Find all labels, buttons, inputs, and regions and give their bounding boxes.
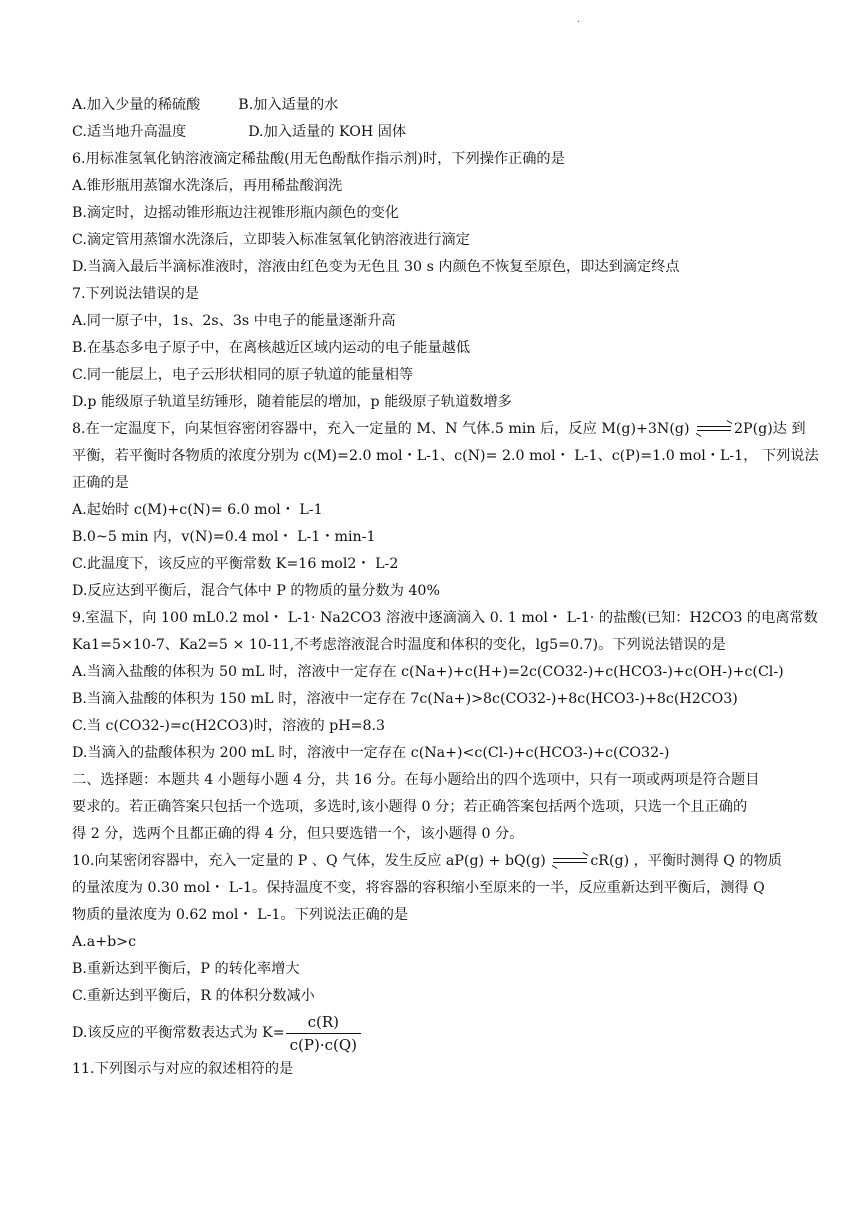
q8-stem-line3: 正确的是 [72,475,129,491]
q7-option-a: A.同一原子中，1s、2s、3s 中电子的能量逐渐升高 [72,313,396,329]
q11-stem: 11.下列图示与对应的叙述相符的是 [72,1061,294,1077]
q6-stem: 6.用标准氢氧化钠溶液滴定稀盐酸(用无色酚酞作指示剂)时，下列操作正确的是 [72,151,565,167]
q8-option-b: B.0~5 min 内，v(N)=0.4 mol・ L-1・min-1 [72,529,376,545]
q6-option-a: A.锥形瓶用蒸馏水洗涤后，再用稀盐酸润洗 [72,178,343,194]
q5-option-d: D.加入适量的 KOH 固体 [248,124,407,140]
q10-stem-line1 [72,848,800,875]
q7-option-c: C.同一能层上，电子云形状相同的原子轨道的能量相等 [72,367,414,383]
q9-option-a: A.当滴入盐酸的体积为 50 mL 时，溶液中一定存在 c(Na+)+c(H+)=2c(CO32-)+c(HCO3-)+c(OH-)+c(Cl-) [72,664,784,680]
q9-option-d: D.当滴入的盐酸体积为 200 mL 时，溶液中一定存在 c(Na+)<c(Cl-)+c(HCO3-)+c(CO32-) [72,745,670,761]
section2-instructions-line2: 要求的。若正确答案只包括一个选项，多选时,该小题得 0 分；若正确答案包括两个选项，只选一个且正确的 [72,799,748,815]
q10-stem-part1: 10.向某密闭容器中，充入一定量的 P 、Q 气体，发生反应 aP(g) + bQ(g) [72,853,551,869]
equilibrium-arrow-icon [697,424,731,434]
q5-options-ab [72,92,800,119]
q9-option-b: B.当滴入盐酸的体积为 150 mL 时，溶液中一定存在 7c(Na+)>8c(CO32-)+8c(HCO3-)+8c(H2CO3) [72,691,738,707]
q8-stem-part1: 8.在一定温度下，向某恒容密闭容器中，充入一定量的 M、N 气体.5 min 后，反应 M(g)+3N(g) [72,421,694,437]
fraction-numerator: c(R) [307,1012,340,1031]
q5-options-cd [72,119,800,146]
q8-stem-line2: 平衡，若平衡时各物质的浓度分别为 c(M)=2.0 mol・L-1、c(N)= 2.0 mol・ L-1、c(P)=1.0 mol・L-1， 下列说法 [72,448,819,464]
q10-option-a: A.a+b>c [72,934,137,950]
q8-option-c: C.此温度下，该反应的平衡常数 K=16 mol2・ L-2 [72,556,399,572]
q6-option-b: B.滴定时，边摇动锥形瓶边注视锥形瓶内颜色的变化 [72,205,400,221]
q10-stem-line3: 物质的量浓度为 0.62 mol・ L-1。下列说法正确的是 [72,907,409,923]
section2-instructions-line1: 二、选择题：本题共 4 小题每小题 4 分，共 16 分。在每小题给出的四个选项中，只有一项或两项是符合题目 [72,772,760,788]
equilibrium-constant-fraction [286,1012,361,1055]
q8-stem-part2: 2P(g)达 到 [734,421,806,437]
q7-option-d: D.p 能级原子轨道呈纺锤形，随着能层的增加，p 能级原子轨道数增多 [72,394,512,410]
q7-stem: 7.下列说法错误的是 [72,286,200,302]
q10-option-c: C.重新达到平衡后，R 的体积分数减小 [72,988,315,1004]
page-dot: . [577,14,581,25]
q5-option-a: A.加入少量的稀硫酸 [72,97,201,113]
q9-stem-line2: Ka1=5×10-7、Ka2=5 × 10-11,不考虑溶液混合时温度和体积的变化，lg5=0.7)。下列说法错误的是 [72,637,726,653]
exam-page [72,92,819,1083]
q7-option-b: B.在基态多电子原子中，在离核越近区域内运动的电子能量越低 [72,340,471,356]
q8-stem-line1 [72,416,806,443]
q6-option-d: D.当滴入最后半滴标准液时，溶液由红色变为无色且 30 s 内颜色不恢复至原色，即达到滴定终点 [72,259,680,275]
q9-stem-line1: 9.室温下，向 100 mL0.2 mol・ L-1· Na2CO3 溶液中逐滴滴入 0. 1 mol・ L-1· 的盐酸(已知：H2CO3 的电离常数 [72,610,818,626]
q10-option-d [72,1010,800,1056]
q8-option-d: D.反应达到平衡后，混合气体中 P 的物质的量分数为 40% [72,583,440,599]
q10-option-b: B.重新达到平衡后，P 的转化率增大 [72,961,300,977]
q5-option-b: B.加入适量的水 [238,97,339,113]
q8-option-a: A.起始时 c(M)+c(N)= 6.0 mol・ L-1 [72,502,323,518]
q10-stem-part2: cR(g) ，平衡时测得 Q 的物质 [590,853,782,869]
fraction-denominator: c(P)·c(Q) [286,1033,361,1055]
q10-stem-line2: 的量浓度为 0.30 mol・ L-1。保持温度不变，将容器的容积缩小至原来的一半，反应重新达到平衡后，测得 Q [72,880,765,896]
section2-instructions-line3: 得 2 分，选两个且都正确的得 4 分，但只要选错一个，该小题得 0 分。 [72,826,524,842]
equilibrium-arrow-icon [553,856,587,866]
q10-option-d-prefix: D.该反应的平衡常数表达式为 K= [72,1025,285,1041]
q6-option-c: C.滴定管用蒸馏水洗涤后，立即装入标准氢氧化钠溶液进行滴定 [72,232,470,248]
q5-option-c: C.适当地升高温度 [72,124,187,140]
q9-option-c: C.当 c(CO32-)=c(H2CO3)时，溶液的 pH=8.3 [72,718,386,734]
